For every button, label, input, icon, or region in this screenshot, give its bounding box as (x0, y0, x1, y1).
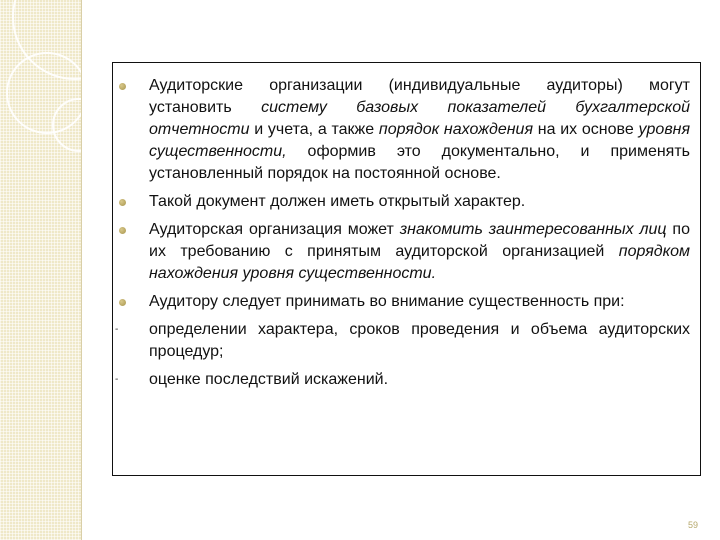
text-segment: на их основе (533, 121, 639, 138)
italic-text-segment: порядком нахождения уровня существенности. (149, 243, 690, 282)
text-segment: и учета, а также (249, 121, 379, 138)
dash-marker: - (115, 324, 119, 335)
sidebar-divider (81, 0, 82, 540)
bullet-text (149, 75, 690, 185)
page-number: 59 (688, 520, 699, 530)
bullet-text (149, 369, 690, 391)
bullet-marker-icon (119, 199, 126, 206)
text-segment: определении характера, сроков проведения и объема аудиторских процедур; (149, 321, 690, 360)
text-segment: оформив это документально, и применять установленный порядок на постоянной основе. (149, 143, 690, 182)
bullet-list-item (113, 75, 700, 185)
italic-text-segment: порядок нахождения (378, 121, 533, 138)
dash-list-item (113, 369, 700, 391)
text-segment: Аудиторские организации (индивидуальные аудиторы) могут установить (149, 77, 690, 116)
text-segment: Такой документ должен иметь открытый характер. (149, 193, 526, 210)
dash-marker: - (115, 374, 119, 385)
text-segment: по их требованию с принятым аудиторской организацией (149, 221, 690, 260)
decorative-sidebar (0, 0, 81, 540)
bullet-text (149, 219, 690, 285)
content-frame (112, 62, 701, 476)
text-segment: оценке последствий искажений. (149, 371, 389, 388)
bullet-marker-icon (119, 227, 126, 234)
text-segment: Аудиторская организация может (149, 221, 400, 238)
bullet-marker-icon (119, 299, 126, 306)
bullet-list-item (113, 291, 700, 313)
italic-text-segment: систему базовых показателей бухгалтерской отчетности (149, 99, 690, 138)
bullet-list-item (113, 219, 700, 285)
bullet-marker-icon (119, 83, 126, 90)
bullet-text (149, 191, 690, 213)
bullet-list (113, 75, 700, 397)
italic-text-segment: уровня существенности, (149, 121, 691, 160)
text-segment: Аудитору следует принимать во внимание существенность при: (149, 293, 625, 310)
decorative-circle (52, 98, 106, 152)
bullet-text (149, 291, 690, 313)
italic-text-segment: знакомить заинтересованных лиц (399, 221, 667, 238)
bullet-list-item (113, 191, 700, 213)
dash-list-item (113, 319, 700, 363)
bullet-text (149, 319, 690, 363)
